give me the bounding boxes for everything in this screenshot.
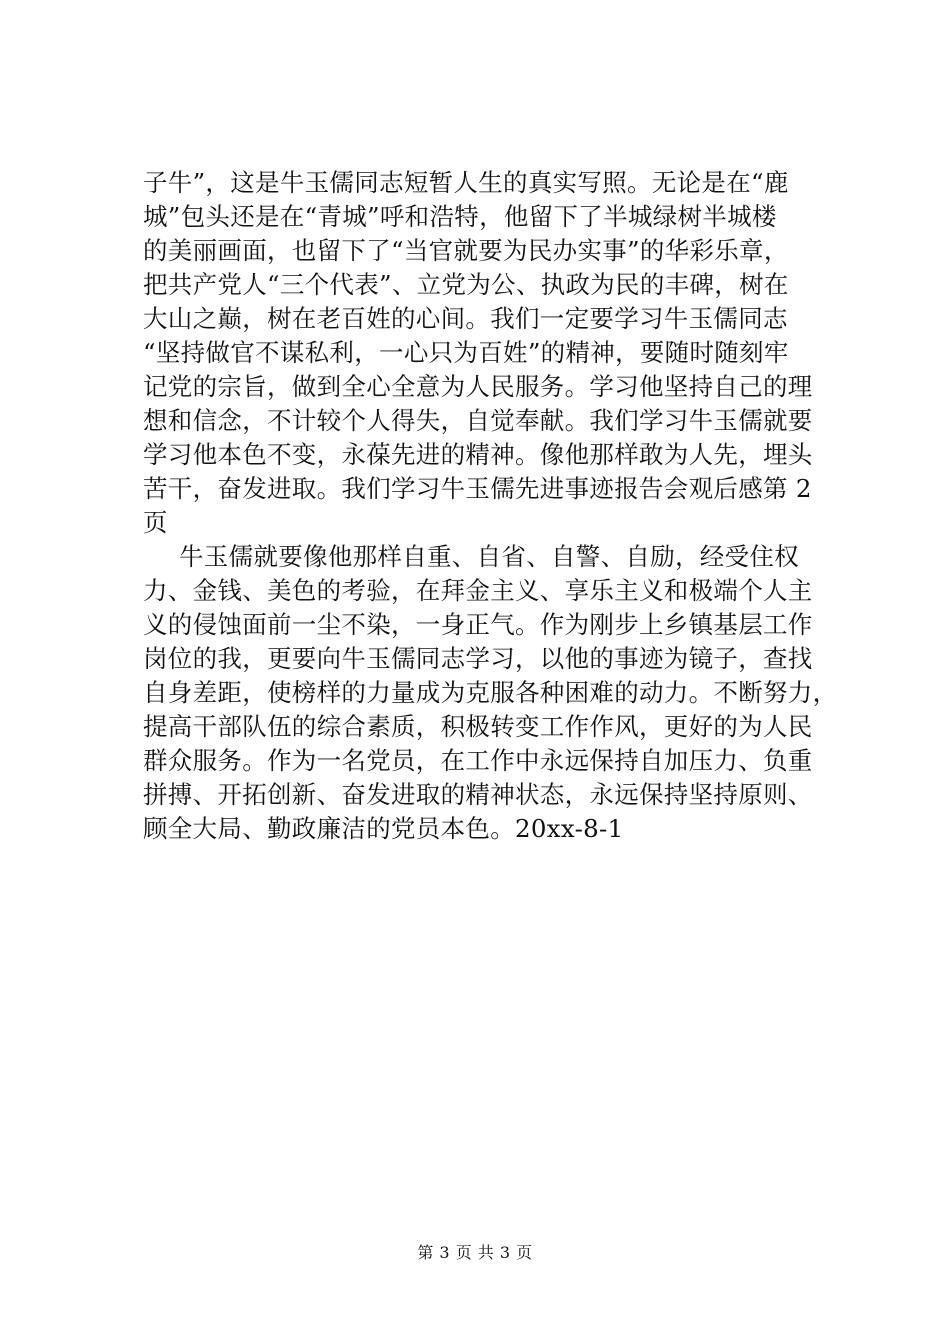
text-line: 想和信念，不计较个人得失，自觉奉献。我们学习牛玉儒就要 [143,406,813,435]
text-line: 自身差距，使榜样的力量成为克服各种困难的动力。不断努力， [143,678,838,707]
text-line: 力、金钱、美色的考验，在拜金主义、享乐主义和极端个人主 [143,576,813,605]
text-line: 把共产党人“三个代表”、立党为公、执政为民的丰碑，树在 [143,270,789,299]
text-line: 苦干，奋发进取。我们学习牛玉儒先进事迹报告会观后感第 2 [143,474,812,503]
text-line: 城”包头还是在“青城”呼和浩特，他留下了半城绿树半城楼 [143,202,777,231]
text-line: 提高干部队伍的综合素质，积极转变工作作风，更好的为人民 [143,712,813,741]
text-line: 学习他本色不变，永葆先进的精神。像他那样敢为人先，埋头 [143,440,813,469]
text-line: 群众服务。作为一名党员，在工作中永远保持自加压力、负重 [143,746,813,775]
text-line: 记党的宗旨，做到全心全意为人民服务。学习他坚持自己的理 [143,372,813,401]
text-line: 子牛”，这是牛玉儒同志短暂人生的真实写照。无论是在“鹿 [143,168,789,197]
text-line: 岗位的我，更要向牛玉儒同志学习，以他的事迹为镜子，查找 [143,644,813,673]
document-body [143,166,838,846]
text-line: 顾全大局、勤政廉洁的党员本色。20xx-8-1 [143,814,624,843]
paragraph-2 [143,540,838,846]
page-footer [0,1243,950,1263]
text-line: “坚持做官不谋私利，一心只为百姓”的精神，要随时随刻牢 [143,338,789,367]
page-number: 第 3 页 共 3 页 [417,1243,533,1262]
text-line: 义的侵蚀面前一尘不染，一身正气。作为刚步上乡镇基层工作 [143,610,813,639]
paragraph-1 [143,166,835,540]
text-line: 牛玉儒就要像他那样自重、自省、自警、自励，经受住权 [179,542,799,571]
text-line: 页 [143,508,168,537]
text-line: 的美丽画面，也留下了“当官就要为民办实事”的华彩乐章， [143,236,789,265]
text-line: 大山之巅，树在老百姓的心间。我们一定要学习牛玉儒同志 [143,304,788,333]
text-line: 拼搏、开拓创新、奋发进取的精神状态，永远保持坚持原则、 [143,780,813,809]
